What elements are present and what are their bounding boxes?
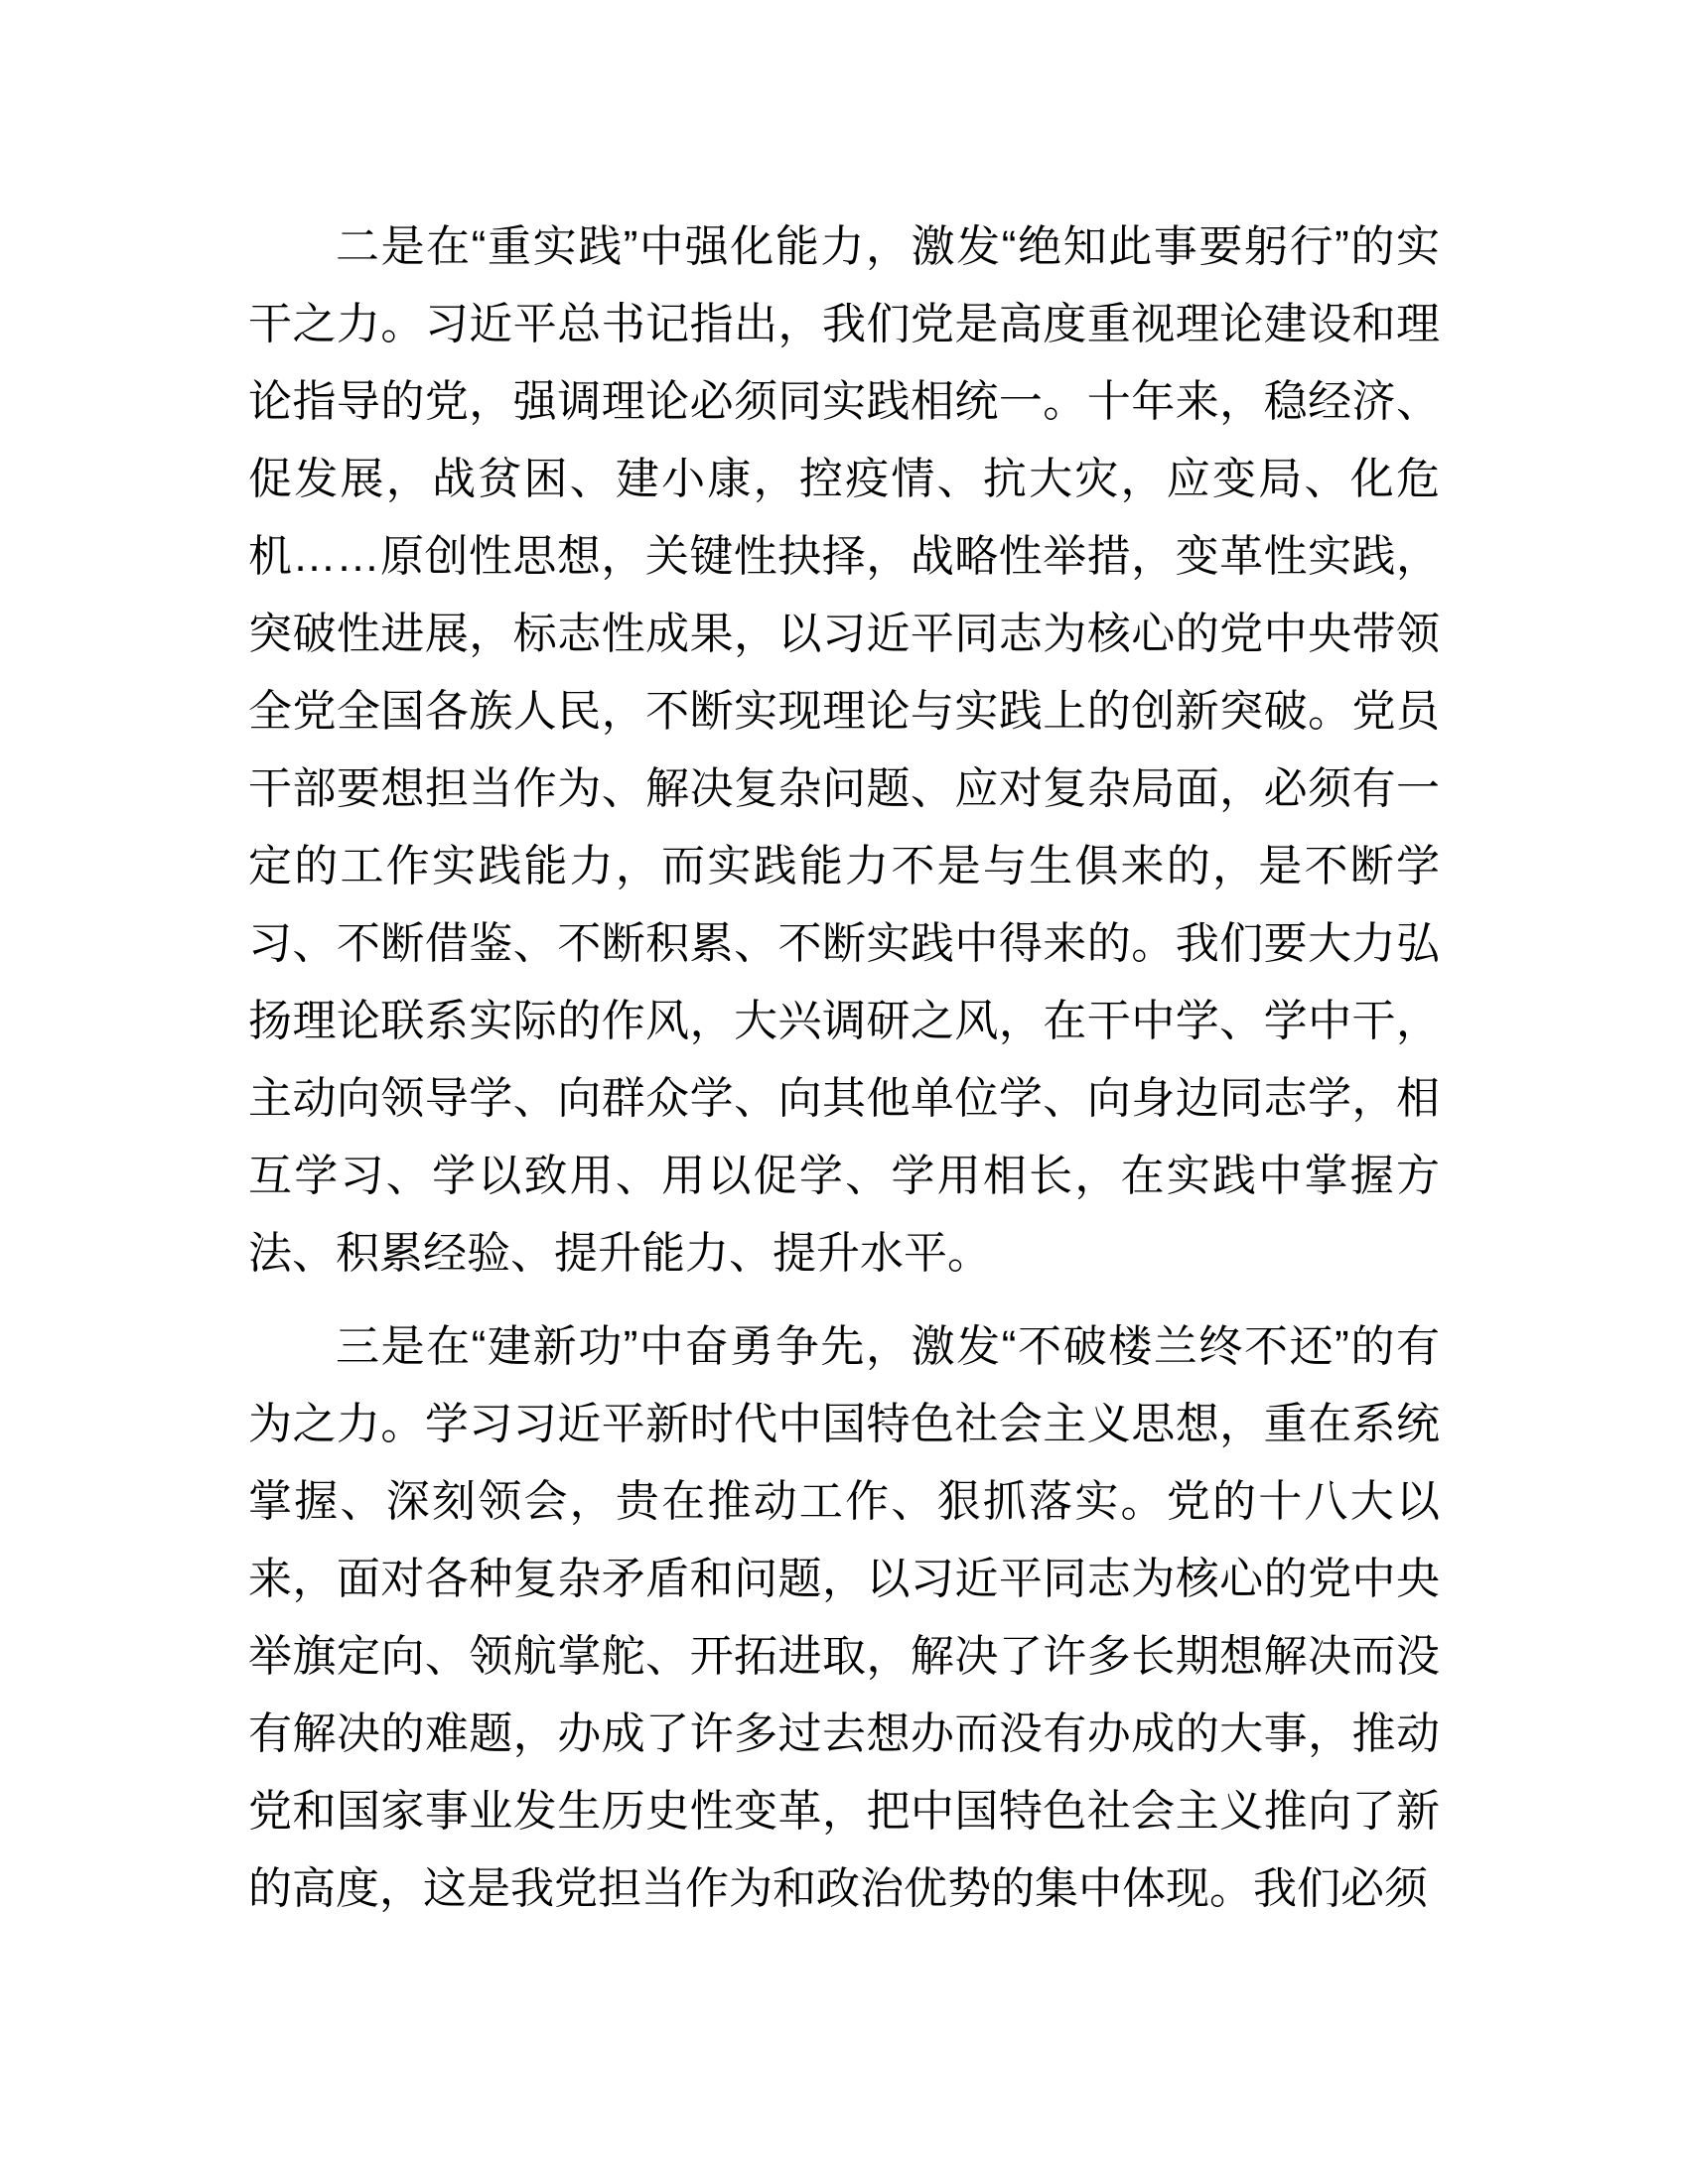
paragraph-2: 三是在“建新功”中奋勇争先，激发“不破楼兰终不还”的有为之力。学习习近平新时代中国特色社会主义思想，重在系统掌握、深刻领会，贵在推动工作、狠抓落实。党的十八大以来，面对各种复杂矛盾和问题，以习近平同志为核心的党中央举旗定向、领航掌舵、开拓进取，解决了许多长期想解决而没有解决的难题，办成了许多过去想办而没有办成的大事，推动党和国家事业发生历史性变革，把中国特色社会主义推向了新的高度，这是我党担当作为和政治优势的集中体现。我们必须 (248, 1322, 1440, 1913)
paragraph-1: 二是在“重实践”中强化能力，激发“绝知此事要躬行”的实干之力。习近平总书记指出，我们党是高度重视理论建设和理论指导的党，强调理论必须同实践相统一。十年来，稳经济、促发展，战贫困、建小康，控疫情、抗大灾，应变局、化危机……原创性思想，关键性抉择，战略性举措，变革性实践，突破性进展，标志性成果，以习近平同志为核心的党中央带领全党全国各族人民，不断实现理论与实践上的创新突破。党员干部要想担当作为、解决复杂问题、应对复杂局面，必须有一定的工作实践能力，而实践能力不是与生俱来的，是不断学习、不断借鉴、不断积累、不断实践中得来的。我们要大力弘扬理论联系实际的作风，大兴调研之风，在干中学、学中干，主动向领导学、向群众学、向其他单位学、向身边同志学，相互学习、学以致用、用以促学、学用相长，在实践中掌握方法、积累经验、提升能力、提升水平。 (248, 222, 1440, 1278)
